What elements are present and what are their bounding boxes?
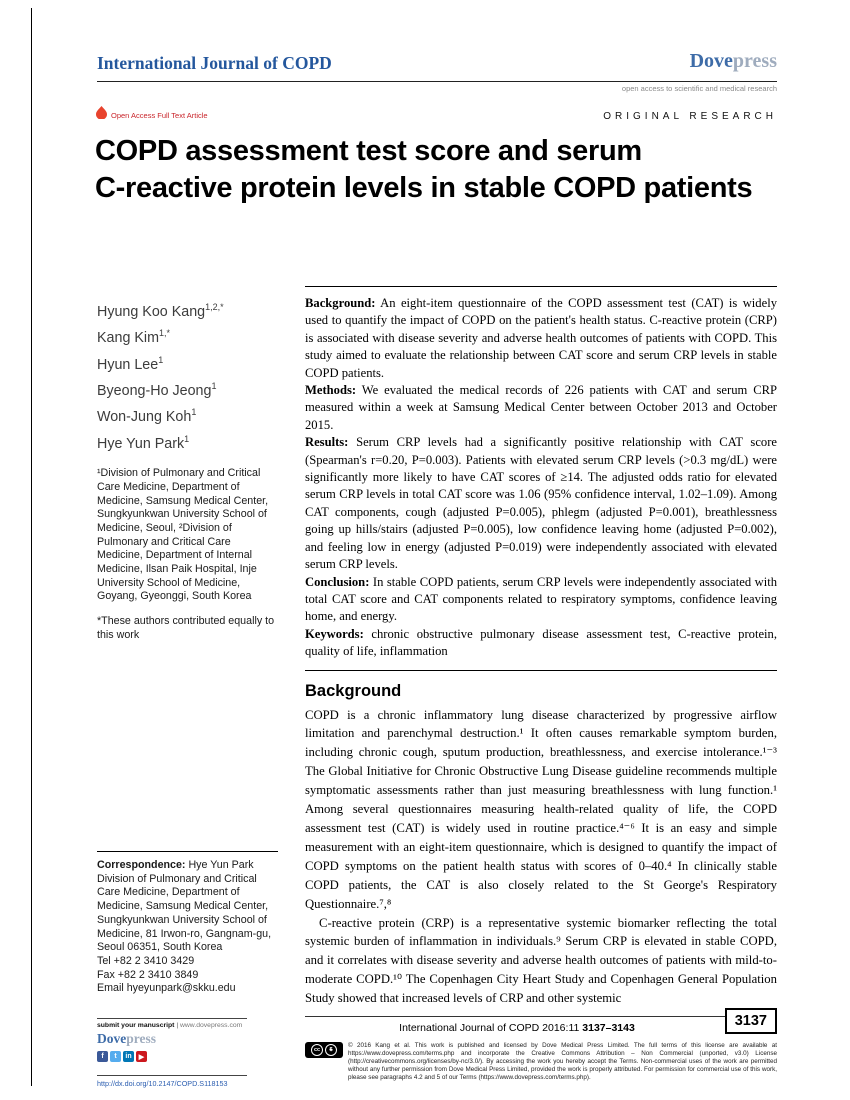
page-title-line1: COPD assessment test score and serum [95,135,642,167]
author-name: Hye Yun Park [97,435,185,452]
author [97,402,278,428]
body-paragraph: C-reactive protein (CRP) is a representative systemic biomarker reflecting the total systemic burden of inflammation in individuals.⁹ Serum CRP is elevated in stable COPD, and it correlates with disease severity and adverse health outcomes of patients with mild-to-moderate COPD.¹⁰ The Copenhagen City Heart Study and Copenhagen General Population Study showed that increased levels of CRP and other systemic [305,915,777,1006]
article-type-label: ORIGINAL RESEARCH [603,111,777,122]
author-superscript: 1,* [158,328,170,339]
abstract-text: Serum CRP levels had a significantly positive relationship with CAT score (Spearman's r=0.20, P=0.003). Patients with elevated serum CRP levels (>0.3 mg/dL) were significantly more likely to have CAT scores of ≥14. The adjusted odds ratio for elevated serum CRP levels in total CAT score was 1.06 (95% confidence interval, 1.02–1.09). Among CAT components, cough (adjusted P=0.005), phlegm (adjusted P=0.001), breathlessness going up hills/stairs (adjusted P=0.005), low confidence leaving home (adjusted P=0.002), and feeling low in energy (adjusted P=0.019) were independently associated with elevated serum CRP levels. [305,435,777,572]
abstract-keywords [305,626,777,661]
correspondence-address: Division of Pulmonary and Critical Care Medicine, Department of Medicine, Samsung Medical Center, Sungkyunkwan University School of Medicine, 81 Irwon-ro, Gangnam-gu, Seoul 06351, South Korea [97,872,272,954]
author [97,297,278,323]
author-superscript: 1 [191,407,197,418]
author-name: Hyun Lee [97,356,159,373]
author-name: Won-Jung Koh [97,409,192,426]
author-column [97,297,278,643]
article-body [305,682,777,1009]
page-title [95,133,752,207]
twitter-icon[interactable]: t [110,1051,121,1062]
doi-link[interactable]: http://dx.doi.org/10.2147/COPD.S118153 [97,1075,247,1088]
cc-icon: cc [311,1044,323,1056]
citation-pages: 3137–3143 [582,1022,635,1034]
author-list [97,297,278,455]
abstract-background [305,295,777,382]
dovepress-footer-logo [97,1031,247,1047]
author-superscript: 1 [211,381,217,392]
page-title-line2: C-reactive protein levels in stable COPD patients [95,172,753,204]
journal-tagline: open access to scientific and medical research [621,84,777,93]
author-superscript: 1 [158,354,164,365]
separator: | [176,1022,179,1029]
dovepress-url[interactable]: www.dovepress.com [179,1022,243,1029]
abstract-label: Keywords: [305,626,364,641]
main-column [305,286,777,1008]
facebook-icon[interactable]: f [97,1051,108,1062]
abstract [305,286,777,671]
open-access-icon [96,106,107,124]
submit-label: submit your manuscript [97,1022,175,1029]
correspondence-name: Hye Yun Park [188,859,254,871]
author-name: Byeong-Ho Jeong [97,382,212,399]
correspondence-line [97,859,278,873]
open-access-label: Open Access Full Text Article [111,110,208,120]
author [97,350,278,376]
citation-journal: International Journal of COPD 2016:11 [399,1022,583,1034]
social-icons [97,1051,247,1062]
dovepress-logo-dove: Dove [689,50,733,72]
abstract-label: Methods: [305,383,357,398]
license-text: © 2016 Kang et al. This work is published and licensed by Dove Medical Press Limited. The full terms of this license are available at https://www.dovepress.com/terms.php and incorporate the Creative Commons Attribution – Non Commercial (unported, v3.0) License (http://creativecommons.org/licenses/by-nc/3.0/). By accessing the work you hereby accept the Terms. Non-commercial uses of the work are permitted without any further permission from Dove Medical Press Limited, provided the work is properly attributed. For permission for commercial use of this work, please see paragraphs 4.2 and 5 of our Terms (https://www.dovepress.com/terms.php). [348,1042,777,1081]
dovepress-logo-press: press [126,1031,157,1046]
abstract-text: We evaluated the medical records of 226 patients with CAT and serum CRP measured within a week at Samsung Medical Center between October 2013 and October 2015. [305,383,777,432]
header-divider [97,81,777,82]
abstract-text: An eight-item questionnaire of the COPD assessment test (CAT) is widely used to quantify the impact of COPD on the patient's health status. C-reactive protein (CRP) is associated with disease severity and adverse health outcomes of patients with COPD. This study aimed to evaluate the relationship between CAT score and serum CRP levels in stable COPD patients. [305,296,777,380]
author [97,323,278,349]
abstract-label: Background: [305,296,376,310]
author-name: Hyung Koo Kang [97,303,206,320]
cc-by-nc-badge [305,1042,343,1058]
abstract-results [305,434,777,573]
author-name: Kang Kim [97,330,159,347]
abstract-methods [305,382,777,434]
open-access-row [96,106,208,124]
abstract-conclusion [305,574,777,626]
equal-contribution-note: *These authors contributed equally to this work [97,615,275,641]
author-superscript: 1,2,* [205,302,224,312]
page-number-badge: 3137 [725,1008,777,1034]
correspondence-fax: Fax +82 2 3410 3849 [97,968,199,981]
left-margin-rule [31,8,32,1086]
nc-icon: $ [325,1044,337,1056]
abstract-text: In stable COPD patients, serum CRP levels were independently associated with total CAT score and CAT components related to respiratory symptoms, confidence leaving home, and energy. [305,574,777,624]
abstract-label: Results: [305,435,349,450]
correspondence-block [97,851,278,996]
correspondence-email[interactable]: Email hyeyunpark@skku.edu [97,982,236,995]
license-block [305,1042,777,1082]
footer-divider [305,1016,729,1017]
dovepress-logo-press: press [732,50,777,72]
affiliations: ¹Division of Pulmonary and Critical Care Medicine, Department of Medicine, Samsung Medical Center, Sungkyunkwan University School of Medicine, Seoul, ²Division of Pulmonary and Critical Care Medicine, Department of Internal Medicine, Ilsan Paik Hospital, Inje University School of Medicine, Goyang, Gyeonggi, South Korea [97,467,269,603]
abstract-text: chronic obstructive pulmonary disease assessment test, C-reactive protein, quality of life, inflammation [305,626,777,659]
author [97,429,278,455]
abstract-label: Conclusion: [305,574,370,589]
dovepress-logo-dove: Dove [97,1031,127,1046]
journal-title: International Journal of COPD [97,53,332,73]
dovepress-logo [690,50,777,73]
correspondence-tel: Tel +82 2 3410 3429 [97,954,195,967]
footer-left [97,1018,247,1062]
linkedin-icon[interactable]: in [123,1051,134,1062]
body-paragraph: COPD is a chronic inflammatory lung disease characterized by progressive airflow limitation and parenchymal destruction.¹ It often causes remarkable symptom burden, including chronic cough, sputum production, breathlessness, and exercise intolerance.¹⁻³ The Global Initiative for Chronic Obstructive Lung Disease guideline recommends multiple symptomatic assessments rather than just measuring breathlessness with lung function.¹ Among several questionnaires measuring health-related quality of life, the COPD assessment test (CAT) is widely used in routine practice.⁴⁻⁶ It is an easy and simple measurement with an eight-item questionnaire, which is designed to quantify the impact of COPD symptoms on the patient health status with scores of 0–40.⁴ In clinically stable COPD patients, the CAT is also closely related to the St George's Respiratory Questionnaire.⁷,⁸ [305,707,777,911]
youtube-icon[interactable]: ▶ [136,1051,147,1062]
section-heading-background: Background [305,681,402,700]
citation-line [305,1022,729,1034]
author-superscript: 1 [184,433,190,444]
correspondence-label: Correspondence: [97,859,189,871]
author [97,376,278,402]
submit-manuscript-line[interactable] [97,1022,247,1029]
